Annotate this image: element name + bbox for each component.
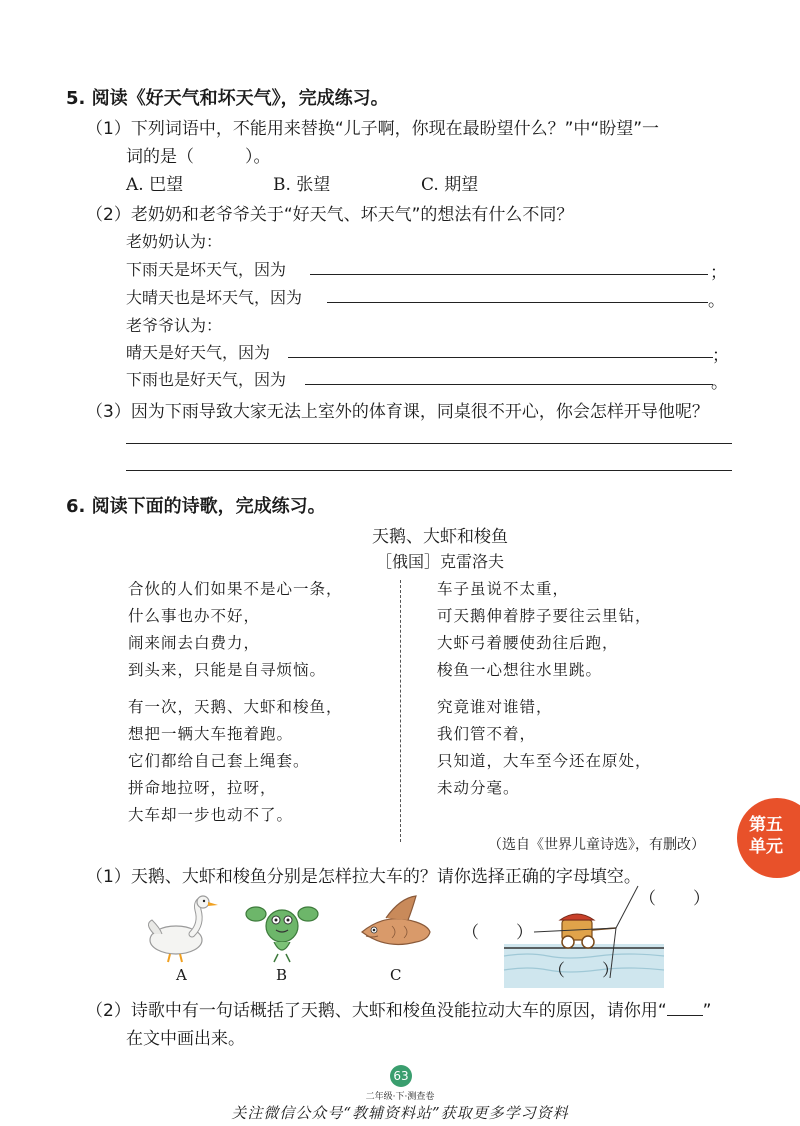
q5-title: 5. 阅读《好天气和坏天气》，完成练习。 — [66, 88, 389, 109]
q6-title: 6. 阅读下面的诗歌，完成练习。 — [66, 496, 326, 517]
swan-icon — [140, 894, 220, 964]
semicolon-mark: ； — [710, 263, 727, 283]
poem-line: 只知道，大车至今还在原处， — [437, 752, 652, 770]
poem-line: 拼命地拉呀，拉呀， — [128, 779, 277, 797]
bracket-open: （ — [462, 923, 479, 943]
poem-author-text: ［俄国］克雷洛夫 — [375, 552, 504, 571]
poem-line: 合伙的人们如果不是心一条， — [128, 580, 343, 598]
footer-notice — [0, 1102, 800, 1123]
q5-grandma-label: 老奶奶认为： — [126, 232, 223, 251]
unit-tab-badge — [737, 798, 800, 878]
q6-p2-line2: 在文中画出来。 — [126, 1029, 245, 1049]
book-label — [0, 1089, 800, 1102]
poem-column-divider — [400, 580, 401, 842]
poem-right-stanza-1 — [437, 576, 652, 684]
answer-line[interactable] — [126, 470, 732, 471]
poem-title-text: 天鹅、大虾和梭鱼 — [372, 527, 508, 547]
q5-grandpa-line2: 下雨也是好天气，因为 — [126, 370, 287, 389]
label-c: C — [390, 966, 402, 984]
footer-notice-text: 关注微信公众号“教辅资料站”获取更多学习资料 — [231, 1104, 569, 1122]
poem-line: 它们都给自己套上绳套。 — [128, 752, 310, 770]
q5-option-a[interactable]: A. 巴望 — [126, 175, 184, 195]
q5-grandpa-line1: 晴天是好天气，因为 — [126, 343, 271, 362]
poem-line: 到头来，只能是自寻烦恼。 — [128, 661, 327, 679]
poem-title — [0, 522, 800, 547]
q5-grandma-line1: 下雨天是坏天气，因为 — [126, 260, 287, 279]
shrimp-icon — [244, 896, 320, 964]
poem-right-stanza-2 — [437, 694, 652, 802]
poem-left-stanza-2 — [128, 694, 343, 829]
label-b: B — [276, 966, 288, 984]
semicolon-mark: ； — [712, 346, 729, 366]
pike-fish-icon — [356, 892, 436, 962]
answer-blank[interactable] — [327, 302, 708, 303]
q5-p3-question: （3）因为下雨导致大家无法上室外的体育课，同桌很不开心，你会怎样开导他呢？ — [86, 402, 709, 422]
bracket-close: ） — [516, 923, 533, 943]
period-mark: 。 — [711, 373, 728, 393]
unit-tab-line1: 第五 — [749, 815, 783, 835]
answer-blank[interactable] — [288, 357, 713, 358]
poem-line: 车子虽说不太重， — [437, 580, 570, 598]
q5-grandma-line2: 大晴天也是坏天气，因为 — [126, 288, 303, 307]
answer-line[interactable] — [126, 443, 732, 444]
poem-line: 究竟谁对谁错， — [437, 698, 553, 716]
answer-blank[interactable] — [310, 274, 708, 275]
bracket-sky-answer[interactable]: （ ） — [639, 889, 711, 909]
underline-mark — [667, 1003, 703, 1016]
q5-grandpa-label: 老爷爷认为： — [126, 316, 223, 335]
unit-tab-line2: 单元 — [749, 837, 783, 857]
q6-p2-line1 — [86, 996, 711, 1021]
label-a: A — [176, 966, 187, 984]
book-label-text: 二年级·下·测查卷 — [365, 1092, 435, 1102]
page-number: 63 — [393, 1069, 409, 1083]
q5-p1-line1: （1）下列词语中，不能用来替换“儿子啊，你现在最盼望什么？”中“盼望”一 — [86, 119, 660, 139]
poem-line: 闹来闹去白费力， — [128, 634, 261, 652]
poem-line: 梭鱼一心想往水里跳。 — [437, 661, 603, 679]
poem-left-stanza-1 — [128, 576, 343, 684]
answer-blank[interactable] — [305, 384, 713, 385]
page-number-badge — [390, 1065, 412, 1087]
poem-line: 想把一辆大车拖着跑。 — [128, 725, 294, 743]
poem-line: 我们管不着， — [437, 725, 537, 743]
poem-line: 大车却一步也动不了。 — [128, 806, 294, 824]
q5-option-c[interactable]: C. 期望 — [421, 175, 479, 195]
q6-p1-question: （1）天鹅、大虾和梭鱼分别是怎样拉大车的？请你选择正确的字母填空。 — [86, 867, 641, 887]
poem-line: 未动分毫。 — [437, 779, 520, 797]
poem-line: 大虾弓着腰使劲往后跑， — [437, 634, 619, 652]
bracket-water-answer[interactable]: （ ） — [548, 961, 620, 981]
q5-option-b[interactable]: B. 张望 — [273, 175, 331, 195]
poem-line: 什么事也办不好， — [128, 607, 261, 625]
q6-p2-line1-text: （2）诗歌中有一句话概括了天鹅、大虾和梭鱼没能拉动大车的原因，请你用“ — [86, 1001, 667, 1021]
q6-p2-close-quote: ” — [702, 1001, 712, 1021]
q5-p1-line2: 词的是（ ）。 — [126, 147, 271, 167]
poem-source: （选自《世界儿童诗选》，有删改） — [488, 837, 705, 853]
q5-p2-question: （2）老奶奶和老爷爷关于“好天气、坏天气”的想法有什么不同？ — [86, 205, 574, 225]
poem-author — [0, 549, 800, 572]
poem-line: 可天鹅伸着脖子要往云里钻， — [437, 607, 652, 625]
period-mark: 。 — [708, 291, 725, 311]
poem-line: 有一次，天鹅、大虾和梭鱼， — [128, 698, 343, 716]
